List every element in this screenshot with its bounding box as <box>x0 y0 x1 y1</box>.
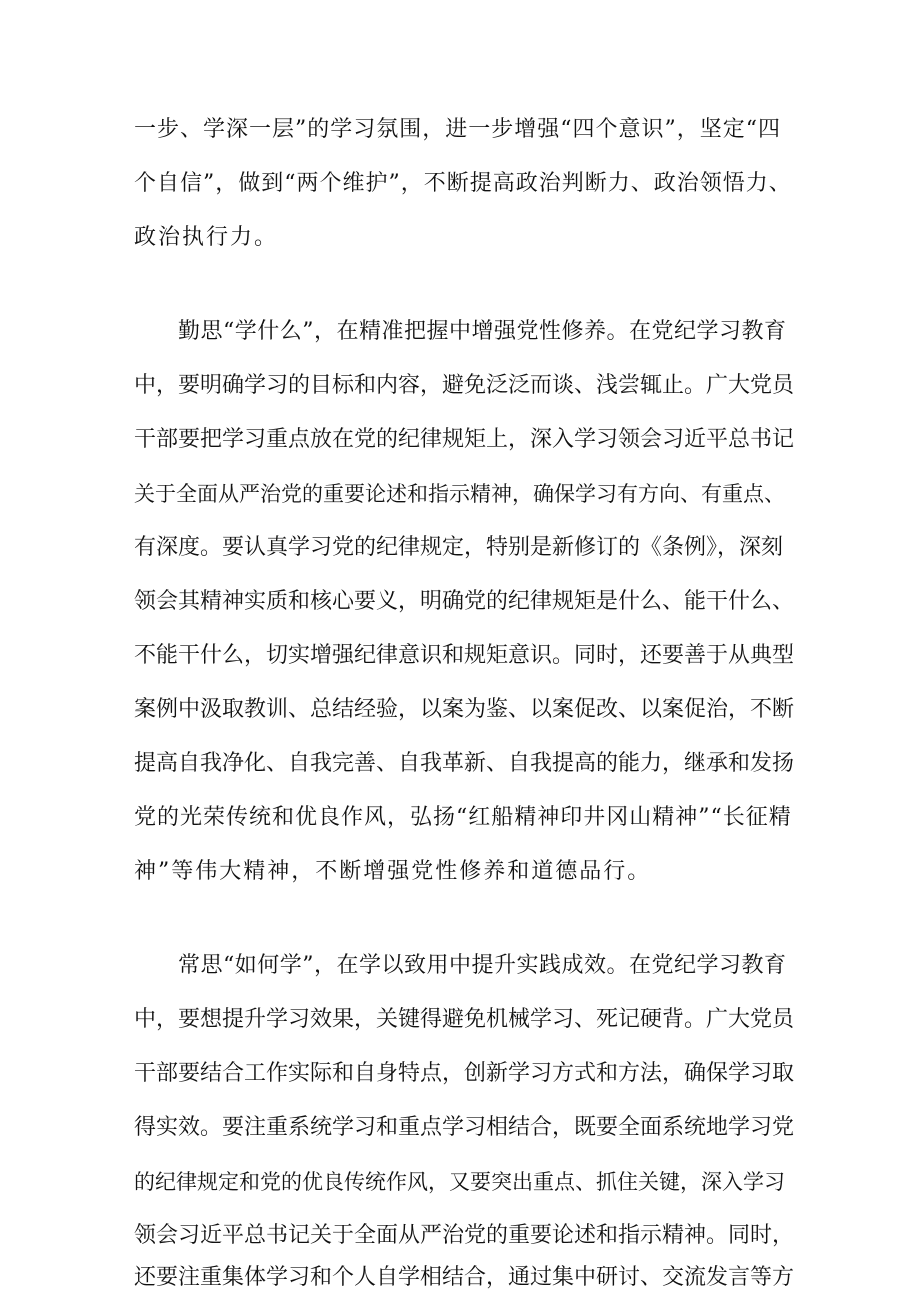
paragraph-2-line-3: 干部要把学习重点放在党的纪律规矩上，深入学习领会习近平总书记 <box>134 427 795 452</box>
paragraph-2-line-1: 勤思“学什么”，在精准把握中增强党性修养。在党纪学习教育 <box>178 319 787 344</box>
paragraph-3-line-3: 干部要结合工作实际和自身特点，创新学习方式和方法，确保学习取 <box>134 1061 795 1086</box>
paragraph-3-line-2: 中，要想提升学习效果，关键得避免机械学习、死记硬背。广大党员 <box>134 1007 795 1032</box>
paragraph-2-line-4: 关于全面从严治党的重要论述和指示精神，确保学习有方向、有重点、 <box>134 482 785 506</box>
paragraph-2-line-8: 案例中汲取教训、总结经验，以案为鉴、以案促改、以案促治，不断 <box>134 697 795 722</box>
paragraph-2-line-10: 党的光荣传统和优良作风，弘扬“红船精神印井冈山精神”“长征精 <box>134 805 792 830</box>
paragraph-2-line-7: 不能干什么，切实增强纪律意识和规矩意识。同时，还要善于从典型 <box>134 643 795 668</box>
paragraph-3-line-6: 领会习近平总书记关于全面从严治党的重要论述和指示精神。同时， <box>134 1223 795 1248</box>
paragraph-2-line-9: 提高自我净化、自我完善、自我革新、自我提高的能力，继承和发扬 <box>134 751 795 776</box>
paragraph-2-line-5: 有深度。要认真学习党的纪律规定，特别是新修订的《条例》，深刻 <box>134 535 784 560</box>
paragraph-2-line-11: 神”等伟大精神，不断增强党性修养和道德品行。 <box>134 859 652 884</box>
paragraph-1-line-1: 一步、学深一层”的学习氛围，进一步增强“四个意识”，坚定“四 <box>134 117 781 142</box>
paragraph-3-line-7: 还要注重集体学习和个人自学相结合，通过集中研讨、交流发言等方 <box>134 1265 795 1290</box>
paragraph-2-line-2: 中，要明确学习的目标和内容，避免泛泛而谈、浅尝辄止。广大党员 <box>134 373 795 398</box>
paragraph-3-line-5: 的纪律规定和党的优良传统作风，又要突出重点、抓住关键，深入学习 <box>134 1170 785 1194</box>
paragraph-3-line-4: 得实效。要注重系统学习和重点学习相结合，既要全面系统地学习党 <box>134 1115 795 1140</box>
paragraph-1-line-3: 政治执行力。 <box>134 225 279 250</box>
paragraph-3-line-1: 常思“如何学”，在学以致用中提升实践成效。在党纪学习教育 <box>178 953 787 978</box>
paragraph-2-line-6: 领会其精神实质和核心要义，明确党的纪律规矩是什么、能干什么、 <box>134 589 795 614</box>
paragraph-1-line-2: 个自信”，做到“两个维护”，不断提高政治判断力、政治领悟力、 <box>134 171 792 196</box>
